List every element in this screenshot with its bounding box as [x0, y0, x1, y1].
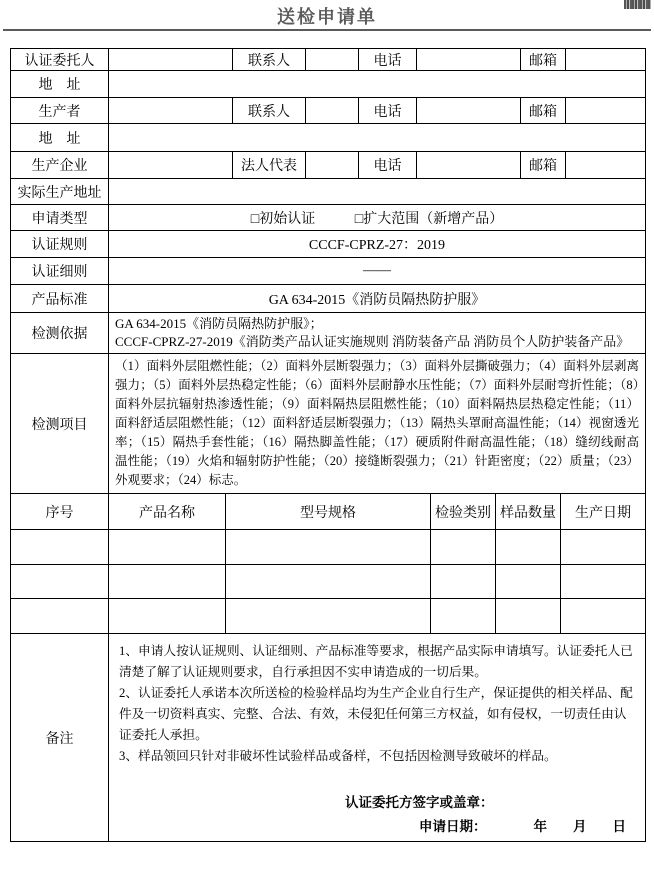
row-enterprise [11, 152, 646, 179]
label-address-2: 地 址 [11, 124, 109, 152]
field-test-items: （1）面料外层阻燃性能；（2）面料外层断裂强力；（3）面料外层撕破强力；（4）面料外层剥离强力；（5）面料外层热稳定性能；（6）面料外层耐静水压性能；（7）面料外层耐弯折性能；（8）面料外层抗辐射热渗透性能；（9）面料隔热层阻燃性能；（10）面料隔热层热稳定性能；（11）面料舒适层阻燃性能；（12）面料舒适层断裂强力；（13）隔热头罩耐高温性能；（14）视窗透光率；（15）隔热手套性能；（16）隔热脚盖性能；（17）硬质附件耐高温性能；（18）缝纫线耐高温性能；（19）火焰和辐射防护性能；（20）接缝断裂强力；（21）针距密度；（22）质量；（23）外观要求；（24）标志。 [109, 354, 646, 494]
row-cert-rule [11, 231, 646, 258]
remark-row [11, 634, 646, 842]
cell-category-1 [431, 530, 496, 565]
product-header-row [11, 494, 646, 530]
row-producer-address [11, 124, 646, 152]
remark-table [10, 633, 646, 842]
field-applicant-name [109, 49, 233, 71]
row-actual-site [11, 179, 646, 205]
year-label: 年 [533, 819, 547, 834]
field-cert-detail: —— [109, 258, 646, 285]
cell-category-2 [431, 565, 496, 599]
date-label: 申请日期： [419, 819, 487, 834]
label-actual-site: 实际生产地址 [11, 179, 109, 205]
field-email-1 [566, 49, 646, 71]
title-underline [3, 29, 651, 31]
cell-model-2 [226, 565, 431, 599]
day-label: 日 [612, 819, 626, 834]
cell-date-3 [561, 599, 646, 634]
row-producer [11, 98, 646, 124]
cell-qty-3 [496, 599, 561, 634]
label-contact-2: 联系人 [233, 98, 306, 124]
label-applicant: 认证委托人 [11, 49, 109, 71]
application-date-line [119, 816, 637, 837]
cell-name-1 [109, 530, 226, 565]
label-product-std: 产品标准 [11, 285, 109, 313]
test-basis-line2: CCCF-CPRZ-27-2019《消防类产品认证实施规则 消防装备产品 消防员个人防护装备产品》 [115, 334, 630, 349]
field-actual-site [109, 179, 646, 205]
corner-smudge-artifact [624, 0, 651, 9]
row-product-std [11, 285, 646, 313]
field-address-1 [109, 71, 646, 98]
field-remark [109, 634, 646, 842]
label-test-basis: 检测依据 [11, 313, 109, 354]
remark-item-1: 1、申请人按认证规则、认证细则、产品标准等要求，根据产品实际申请填写。认证委托人已清楚了解了认证规则要求，自行承担因不实申请造成的一切后果。 [119, 644, 633, 679]
checkbox-expand-scope: □扩大范围（新增产品） [354, 211, 504, 227]
signature-label: 认证委托方签字或盖章： [345, 795, 494, 810]
checkbox-initial-certification: □初始认证 [250, 211, 316, 227]
field-address-2 [109, 124, 646, 152]
row-test-basis [11, 313, 646, 354]
signature-block [119, 792, 637, 837]
field-product-std: GA 634-2015《消防员隔热防护服》 [109, 285, 646, 313]
remark-item-3: 3、样品领回只针对非破坏性试验样品或备样，不包括因检测导致破坏的样品。 [119, 749, 557, 763]
cell-seq-2 [11, 565, 109, 599]
field-email-3 [566, 152, 646, 179]
label-email-3: 邮箱 [521, 152, 566, 179]
label-phone-3: 电话 [359, 152, 417, 179]
cell-date-2 [561, 565, 646, 599]
label-remark: 备注 [11, 634, 109, 842]
cell-name-2 [109, 565, 226, 599]
product-empty-row [11, 599, 646, 634]
test-basis-line1: GA 634-2015《消防员隔热防护服》； [115, 316, 323, 331]
field-enterprise-name [109, 152, 233, 179]
label-cert-rule: 认证规则 [11, 231, 109, 258]
column-header-test-category: 检验类别 [431, 494, 496, 530]
column-header-production-date: 生产日期 [561, 494, 646, 530]
info-table [10, 48, 646, 494]
form-table-area [10, 48, 645, 842]
month-label: 月 [573, 819, 587, 834]
label-producer: 生产者 [11, 98, 109, 124]
cell-seq-1 [11, 530, 109, 565]
column-header-seq: 序号 [11, 494, 109, 530]
cell-model-1 [226, 530, 431, 565]
label-cert-detail: 认证细则 [11, 258, 109, 285]
cell-category-3 [431, 599, 496, 634]
field-phone-3 [417, 152, 521, 179]
cell-name-3 [109, 599, 226, 634]
field-legal-rep [306, 152, 359, 179]
cell-qty-1 [496, 530, 561, 565]
product-empty-row [11, 530, 646, 565]
label-contact-1: 联系人 [233, 49, 306, 71]
row-test-items [11, 354, 646, 494]
row-applicant [11, 49, 646, 71]
label-email-2: 邮箱 [521, 98, 566, 124]
product-table [10, 493, 646, 634]
cell-seq-3 [11, 599, 109, 634]
cell-qty-2 [496, 565, 561, 599]
field-contact-2 [306, 98, 359, 124]
field-cert-rule: CCCF-CPRZ-27：2019 [109, 231, 646, 258]
page-title: 送检申请单 [277, 7, 377, 27]
column-header-sample-qty: 样品数量 [496, 494, 561, 530]
field-contact-1 [306, 49, 359, 71]
cell-model-3 [226, 599, 431, 634]
product-empty-row [11, 565, 646, 599]
label-enterprise: 生产企业 [11, 152, 109, 179]
field-phone-1 [417, 49, 521, 71]
row-app-type [11, 205, 646, 231]
label-app-type: 申请类型 [11, 205, 109, 231]
label-phone-1: 电话 [359, 49, 417, 71]
label-email-1: 邮箱 [521, 49, 566, 71]
row-applicant-address [11, 71, 646, 98]
remark-item-2: 2、认证委托人承诺本次所送检的检验样品均为生产企业自行生产，保证提供的相关样品、配件及一切资料真实、完整、合法、有效，未侵犯任何第三方权益，如有侵权，一切责任由认证委托人承担。 [119, 686, 633, 742]
row-cert-detail [11, 258, 646, 285]
cell-date-1 [561, 530, 646, 565]
label-address-1: 地 址 [11, 71, 109, 98]
column-header-product-name: 产品名称 [109, 494, 226, 530]
field-email-2 [566, 98, 646, 124]
label-test-items: 检测项目 [11, 354, 109, 494]
label-legal-rep: 法人代表 [233, 152, 306, 179]
field-phone-2 [417, 98, 521, 124]
field-test-basis [109, 313, 646, 354]
column-header-model-spec: 型号规格 [226, 494, 431, 530]
label-phone-2: 电话 [359, 98, 417, 124]
field-app-type [109, 205, 646, 231]
field-producer-name [109, 98, 233, 124]
